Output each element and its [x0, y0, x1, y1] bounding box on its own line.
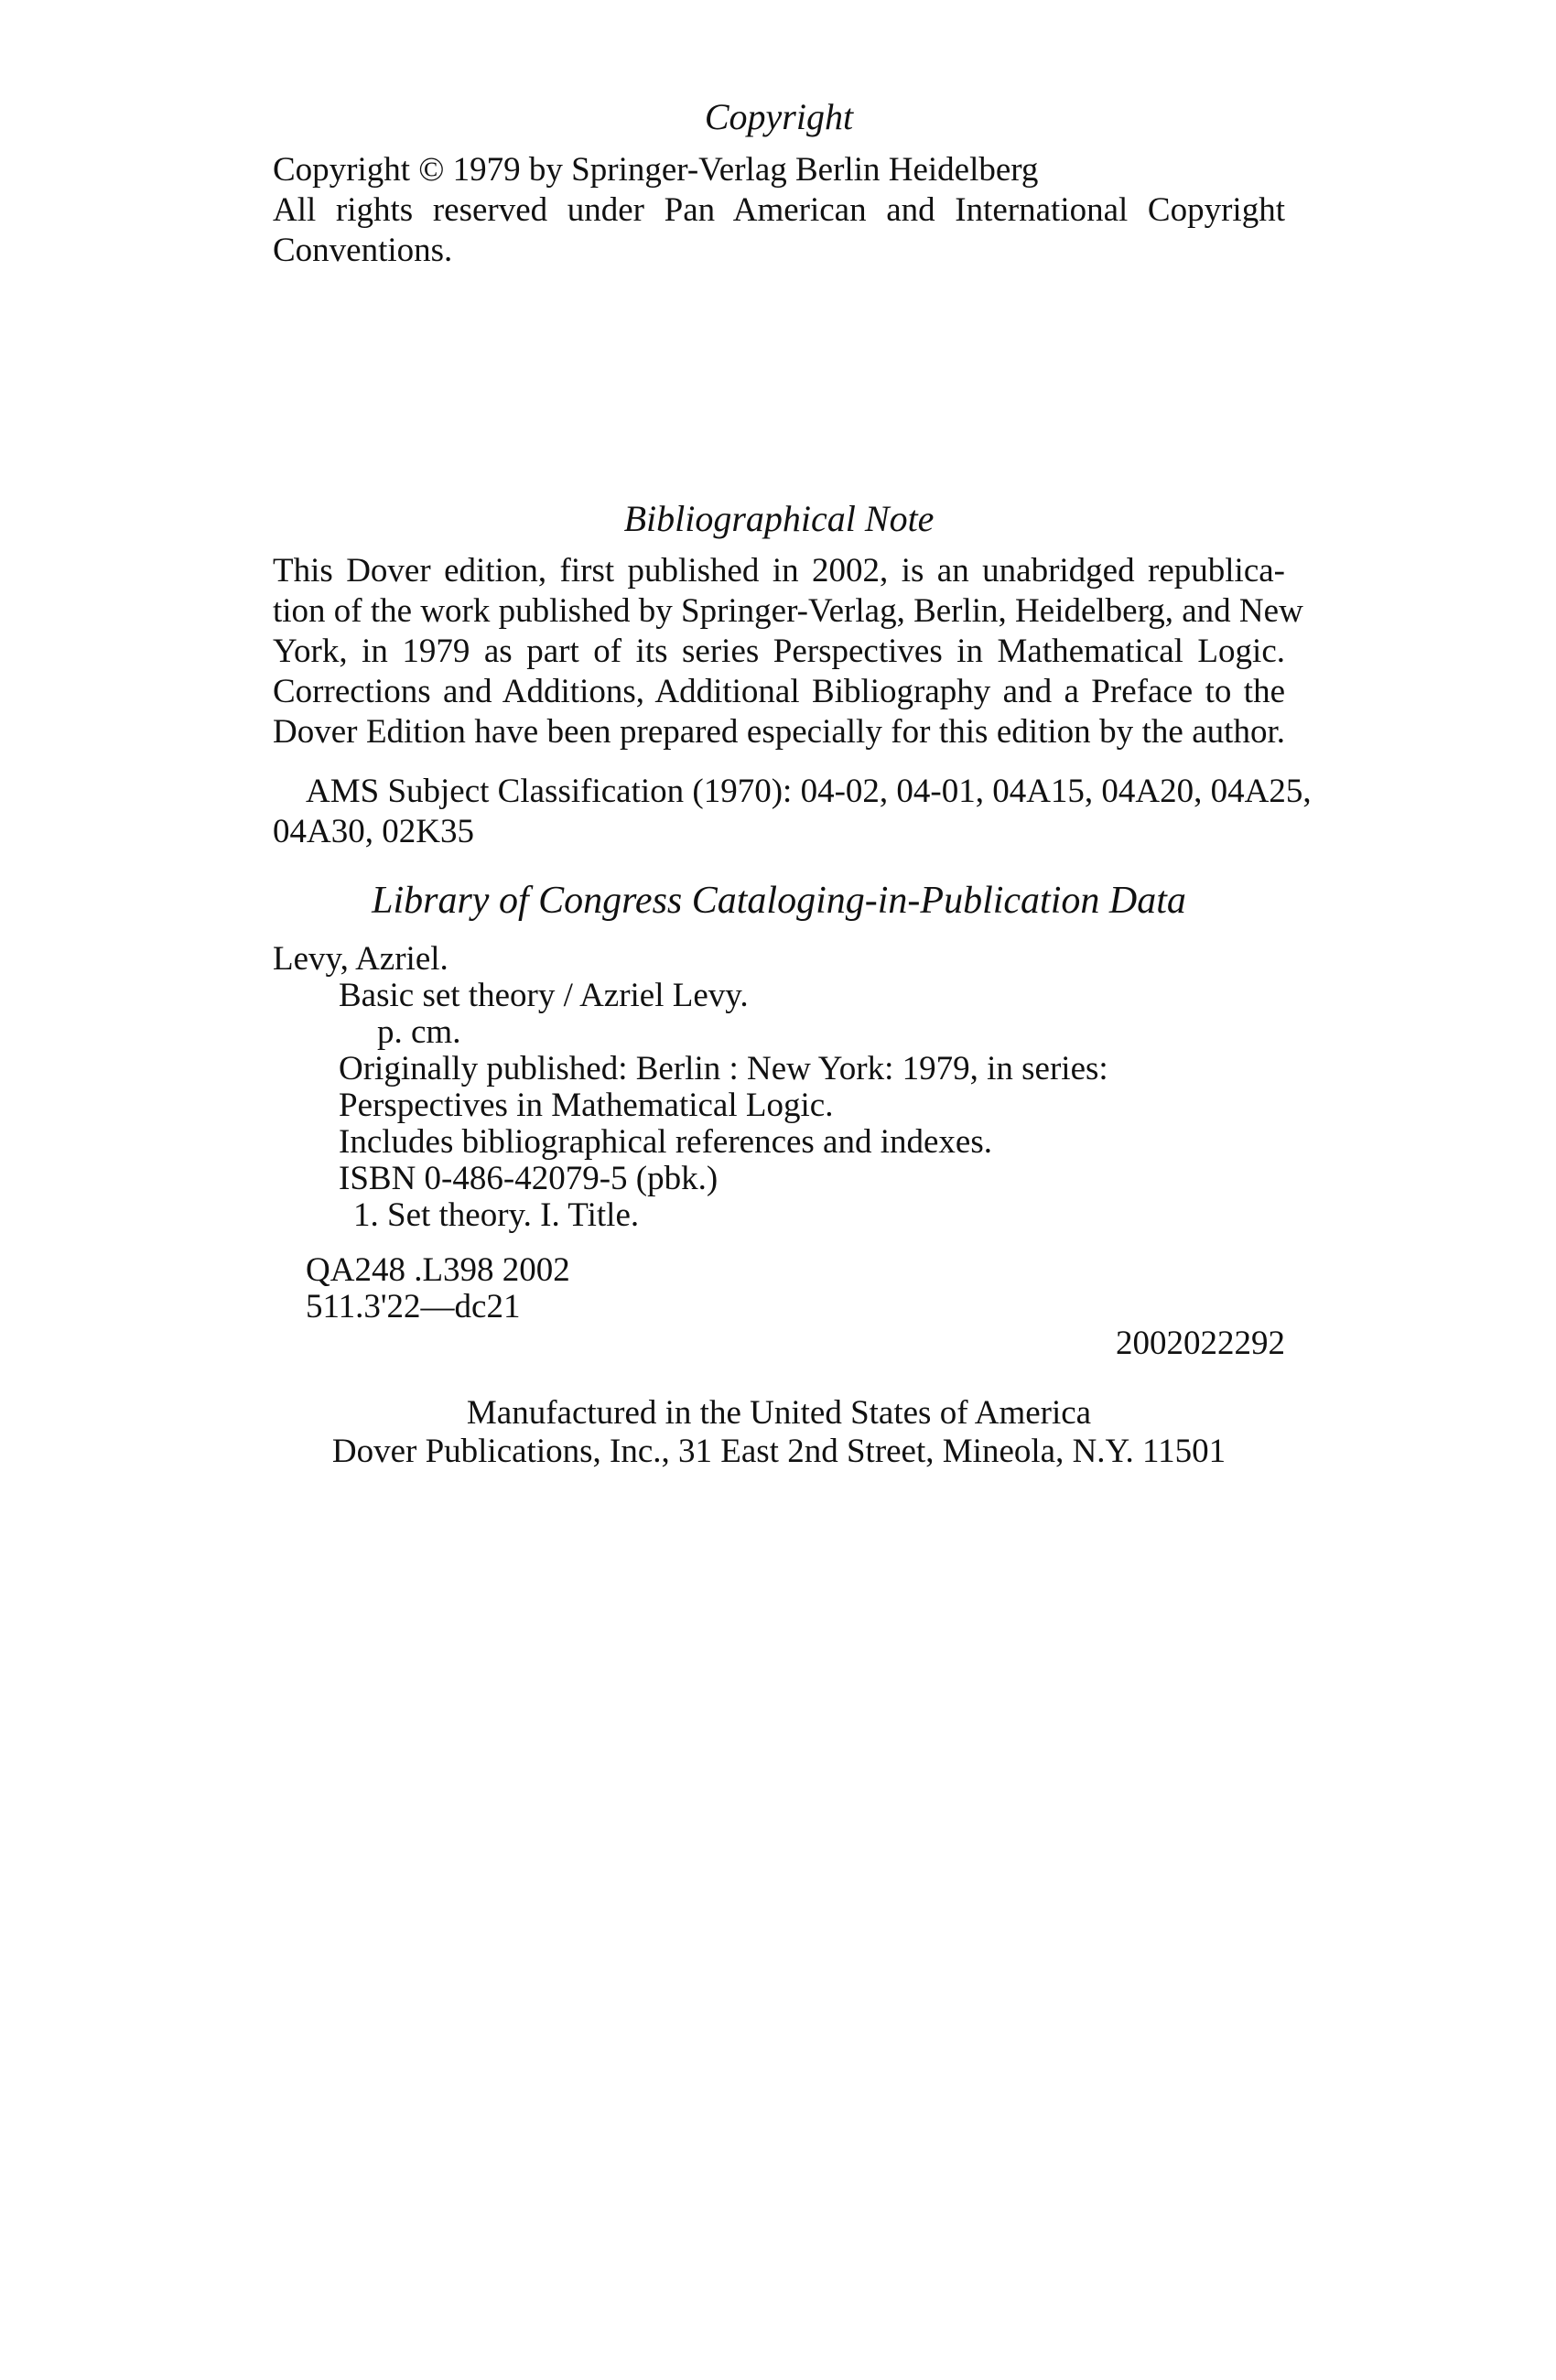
- cip-subjects: 1. Set theory. I. Title.: [353, 1196, 640, 1234]
- bibliographical-note-heading: Bibliographical Note: [623, 498, 935, 539]
- cip-heading: Library of Congress Cataloging-in-Publication Data: [372, 880, 1186, 922]
- note-line: Corrections and Additions, Additional Bibliography and a Preface to the: [273, 673, 1285, 710]
- cip-note: Includes bibliographical references and indexes.: [339, 1123, 993, 1161]
- note-line: This Dover edition, first published in 2002, is an unabridged republica-: [273, 552, 1285, 590]
- cip-dewey: 511.3'22—dc21: [306, 1288, 521, 1325]
- copyright-line: All rights reserved under Pan American and International Copyright: [273, 191, 1285, 229]
- cip-isbn: ISBN 0-486-42079-5 (pbk.): [339, 1160, 719, 1197]
- note-line: Dover Edition have been prepared especially for this edition by the author.: [273, 713, 1285, 751]
- note-line: tion of the work published by Springer-Verlag, Berlin, Heidelberg, and New: [273, 592, 1303, 630]
- ams-classification: [306, 772, 1312, 812]
- ams-line: AMS Subject Classification (1970): 04-02, 04-01, 04A15, 04A20, 04A25,: [306, 773, 1312, 810]
- copyright-heading: Copyright: [704, 96, 854, 137]
- cip-note: Perspectives in Mathematical Logic.: [339, 1087, 834, 1124]
- copyright-page: [273, 0, 1312, 2380]
- cip-note: Originally published: Berlin : New York: 1979, in series:: [339, 1050, 1108, 1087]
- copyright-statement: [273, 150, 1285, 271]
- cip-call-number: QA248 .L398 2002: [306, 1251, 570, 1289]
- cip-collation: p. cm.: [377, 1013, 461, 1051]
- ams-line: 04A30, 02K35: [273, 813, 474, 850]
- publisher-address: Dover Publications, Inc., 31 East 2nd Street, Mineola, N.Y. 11501: [331, 1433, 1226, 1470]
- manufactured-line: Manufactured in the United States of America: [466, 1394, 1092, 1432]
- cip-title: Basic set theory / Azriel Levy.: [339, 977, 749, 1014]
- cip-author: Levy, Azriel.: [273, 940, 448, 978]
- cip-control-number: 2002022292: [1116, 1325, 1285, 1362]
- note-line: York, in 1979 as part of its series Perspectives in Mathematical Logic.: [273, 633, 1285, 670]
- copyright-line: Copyright © 1979 by Springer-Verlag Berlin Heidelberg: [273, 151, 1039, 189]
- bibliographical-note-text: [273, 551, 1303, 752]
- copyright-line: Conventions.: [273, 232, 453, 269]
